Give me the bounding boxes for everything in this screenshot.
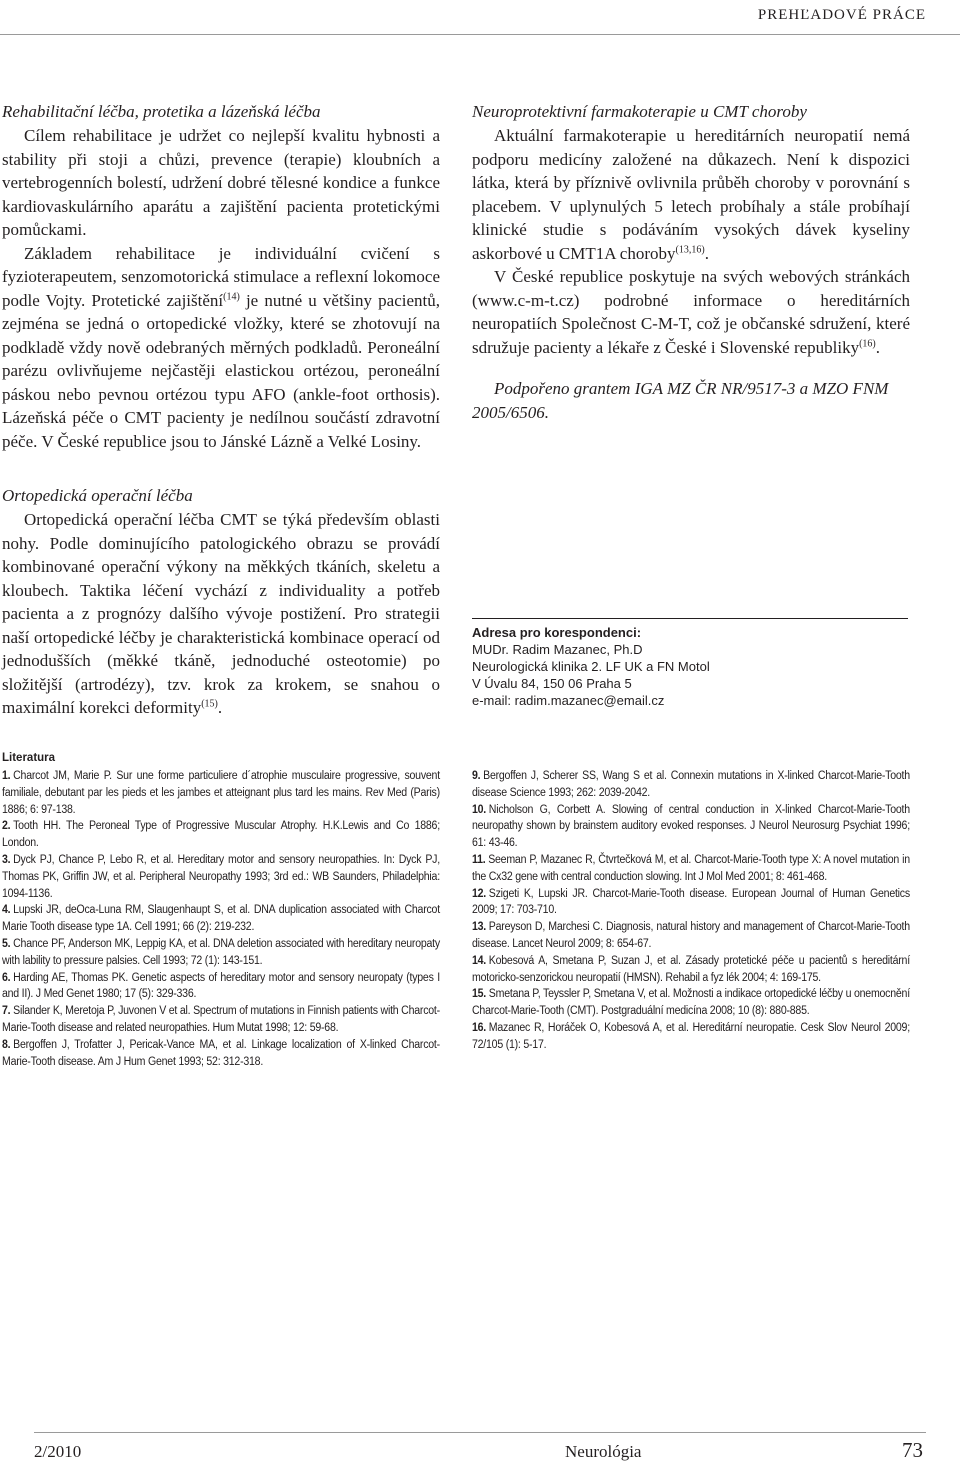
reference-item — [2, 936, 440, 970]
reference-text: Bergoffen J, Trofatter J, Pericak-Vance MA, et al. Linkage localization of X-linked Charcot-Marie-Tooth disease. Am J Hum Genet 1993; 52: 312-318. — [2, 1038, 440, 1068]
reference-text: Harding AE, Thomas PK. Genetic aspects of hereditary motor and sensory neuropaty (types I and II). J Med Genet 1980; 17 (5): 329-336. — [2, 971, 440, 1001]
paragraph-text: V České republice poskytuje na svých webových stránkách (www.c-m-t.cz) podrobné informace o hereditárních neuropatiích Společnost C-M-T, což je občanské sdružení, které sdružuje pacienty a lékaře z České i Slovenské republiky — [472, 267, 910, 357]
paragraph — [472, 265, 910, 359]
reference-text: Seeman P, Mazanec R, Čtvrtečková M, et al. Charcot-Marie-Tooth type X: A novel mutation in the Cx32 gene with central conduction slowing. Int J Mol Med 2001; 8: 461-468. — [472, 853, 910, 883]
reference-item — [2, 1037, 440, 1071]
references-left — [2, 768, 440, 1070]
address-email[interactable]: e-mail: radim.mazanec@email.cz — [472, 693, 665, 708]
reference-text: Kobesová A, Smetana P, Suzan J, et al. Zásady protetické péče u pacientů s hereditární motoricko-senzorickou neuropatií (HMSN). Rehabil a fyz lék 2004; 4: 169-175. — [472, 954, 910, 984]
reference-text: Pareyson D, Marchesi C. Diagnosis, natural history and management of Charcot-Marie-Tooth disease. Lancet Neurol 2009; 8: 654-67. — [472, 921, 910, 950]
reference-text: Chance PF, Anderson MK, Leppig KA, et al. DNA deletion associated with hereditary neuropaty with lability to pressure palsies. Cell 1993; 72 (1): 143-151. — [2, 937, 440, 967]
reference-text: Lupski JR, deOca-Luna RM, Slaugenhaupt S, et al. DNA duplication associated with Charcot Marie Tooth disease type 1A. Cell 1991; 66 (2): 219-232. — [2, 904, 440, 934]
issue-number: 2/2010 — [34, 1442, 82, 1461]
reference-item — [2, 768, 440, 818]
reference-item — [472, 919, 910, 953]
reference-text: Silander K, Meretoja P, Juvonen V et al. Spectrum of mutations in Finnish patients with Charcot-Marie-Tooth disease and related neuropathies. Hum Mutat 1998; 12: 59-68. — [2, 1005, 440, 1034]
address-line: MUDr. Radim Mazanec, Ph.D — [472, 642, 643, 657]
reference-text: Smetana P, Teyssler P, Smetana V, et al. Možnosti a indikace ortopedické léčby u onemocnění Charcot-Marie-Tooth (CMT). Postgraduální medicína 2008; 10 (8): 880-885. — [472, 988, 910, 1018]
citation: (15) — [201, 698, 218, 710]
reference-number: 15. — [472, 988, 487, 1001]
reference-item — [2, 970, 440, 1004]
references-right — [472, 768, 910, 1054]
page-header — [0, 0, 960, 36]
address-divider — [472, 618, 908, 619]
footer-divider — [34, 1432, 926, 1433]
reference-item — [472, 802, 910, 852]
reference-number: 16. — [472, 1021, 487, 1034]
reference-text: Dyck PJ, Chance P, Lebo R, et al. Hereditary motor and sensory neuropathies. In: Dyck PJ, Thomas PK, Griffin JW, et al. Peripheral Neuropathy 1993; 3rd ed.: WB Saunders, Philadelphia: 1094-1136. — [2, 853, 440, 900]
paragraph-text: Aktuální farmakoterapie u hereditárních neuropatií nemá podporu medicíny založené na důkazech. Není k dispozici látka, která by příznivě ovlivnila průběh choroby v porovnání s placebem. V uplynulých 5 letech probíhaly a stále probíhají klinické studie s podáváním vysokých dávek kyseliny askorbové u CMT1A choroby — [472, 126, 910, 263]
paragraph — [472, 124, 910, 265]
reference-text: Bergoffen J, Scherer SS, Wang S et al. Connexin mutations in X-linked Charcot-Marie-Tooth disease Science 1993; 262: 2039-2042. — [472, 770, 910, 799]
paragraph-text: Základem rehabilitace je individuální cvičení s fyzioterapeutem, senzomotorická stimulace a reflexní lokomoce podle Vojty. Protetické zajištění — [2, 243, 440, 310]
reference-item — [2, 818, 440, 852]
reference-number: 8. — [2, 1038, 11, 1051]
address-title: Adresa pro korespondenci: — [472, 625, 642, 640]
right-column — [472, 100, 910, 425]
reference-number: 11. — [472, 853, 486, 866]
reference-item — [472, 852, 910, 886]
paragraph-text: Ortopedická operační léčba CMT se týká především oblasti nohy. Podle dominujícího patologického obrazu se provádí kombinované operační výkony na měkkých tkáních, skeletu a kloubech. Taktika léčení vychází z individuality a potřeb pacienta a z prognózy dalšího vývoje postižení. Pro strategii naší ortopedické léčby je charakteristická kombinace operací od jednodušších (měkké tkáně, jednoduché osteotomie) po složitější (artrodézy), tzv. krok za krokem, se snahou o maximální korekci deformity — [2, 510, 440, 717]
reference-item — [472, 953, 910, 987]
citation: (14) — [223, 290, 240, 302]
orthopedic-section — [2, 484, 440, 720]
section-heading-pharmacotherapy: Neuroprotektivní farmakoterapie u CMT choroby — [472, 102, 807, 121]
reference-number: 6. — [2, 971, 11, 984]
section-heading-rehabilitation: Rehabilitační léčba, protetika a lázeňská léčba — [2, 102, 321, 121]
reference-number: 3. — [2, 853, 11, 866]
reference-number: 5. — [2, 937, 11, 950]
address-line: Neurologická klinika 2. LF UK a FN Motol — [472, 659, 710, 674]
reference-number: 9. — [472, 770, 481, 782]
reference-number: 2. — [2, 820, 11, 833]
reference-item — [472, 1020, 910, 1054]
paragraph — [2, 508, 440, 720]
left-column — [2, 100, 440, 453]
reference-text: Nicholson G, Corbett A. Slowing of central conduction in X-linked Charcot-Marie-Tooth neuropathy shown by brainstem auditory evoked responses. J Neurol Neurosurg Psychiat 1996; 61: 43-46. — [472, 803, 910, 850]
paragraph-text: . — [217, 698, 223, 717]
reference-number: 12. — [472, 887, 487, 900]
reference-number: 10. — [472, 803, 487, 816]
paragraph-text: je nutné u většiny pacientů, zejména se jedná o ortopedické vložky, které se zhotovují na podkladě vždy nově odebraných měrných podkladů. Peroneální parézu ovlivňujeme nejčastěji elastickou ortézou, peroneální páskou nebo pevnou ortézou typu AFO (ankle-foot orthosis). Lázeňská péče o CMT pacienty je nedílnou součástí zdravotní péče. V České republice jsou to Jánské Lázně a Velké Losiny. — [2, 290, 440, 451]
header-divider — [0, 34, 960, 35]
paragraph-text: Cílem rehabilitace je udržet co nejlepší kvalitu hybnosti a stability při stoji a chůzi, prevence (terapie) kloubních a vertebrogenních bolestí, udržení dobré tělesné kondice a funkce kardiovaskulárního aparátu a zajištění pacienta protetickými pomůckami. — [2, 126, 440, 239]
paragraph — [2, 242, 440, 454]
page-footer — [0, 1432, 960, 1469]
reference-number: 7. — [2, 1005, 11, 1018]
reference-item — [2, 1003, 440, 1037]
reference-text: Szigeti K, Lupski JR. Charcot-Marie-Tooth disease. European Journal of Human Genetics 2009; 17: 703-710. — [472, 887, 910, 917]
journal-name: Neurológia — [565, 1442, 642, 1461]
reference-text: Charcot JM, Marie P. Sur une forme particuliere d´atrophie musculaire progressive, souvent familiale, debutant par les pieds et les jambes et atteignant plus tard les mains. Rev Med (Paris) 1886; 6: 97-138. — [2, 770, 440, 816]
reference-item — [2, 902, 440, 936]
citation: (16) — [859, 337, 876, 349]
reference-text: Tooth HH. The Peroneal Type of Progressive Muscular Atrophy. H.K.Lewis and Co 1886; London. — [2, 820, 440, 850]
reference-item — [2, 852, 440, 902]
address-line: V Úvalu 84, 150 06 Praha 5 — [472, 676, 632, 691]
paragraph — [2, 124, 440, 242]
paragraph-text: . — [704, 243, 709, 263]
references-title: Literatura — [2, 752, 56, 764]
reference-item — [472, 986, 910, 1020]
reference-number: 4. — [2, 904, 11, 917]
section-label: PREHĽADOVÉ PRÁCE — [757, 7, 926, 23]
reference-item — [472, 768, 910, 802]
section-heading-orthopedic: Ortopedická operační léčba — [2, 486, 193, 505]
citation: (13,16) — [675, 243, 705, 255]
reference-number: 1. — [2, 770, 11, 782]
reference-item — [472, 886, 910, 920]
reference-text: Mazanec R, Horáček O, Kobesová A, et al. Hereditární neuropatie. Cesk Slov Neurol 2009; 72/105 (1): 5-17. — [472, 1021, 910, 1051]
correspondence-address — [472, 618, 908, 709]
page-number: 73 — [902, 1438, 923, 1462]
reference-number: 13. — [472, 921, 487, 934]
reference-number: 14. — [472, 954, 487, 967]
grant-acknowledgement: Podpořeno grantem IGA MZ ČR NR/9517-3 a MZO FNM 2005/6506. — [472, 379, 889, 422]
paragraph-text: . — [875, 337, 881, 357]
